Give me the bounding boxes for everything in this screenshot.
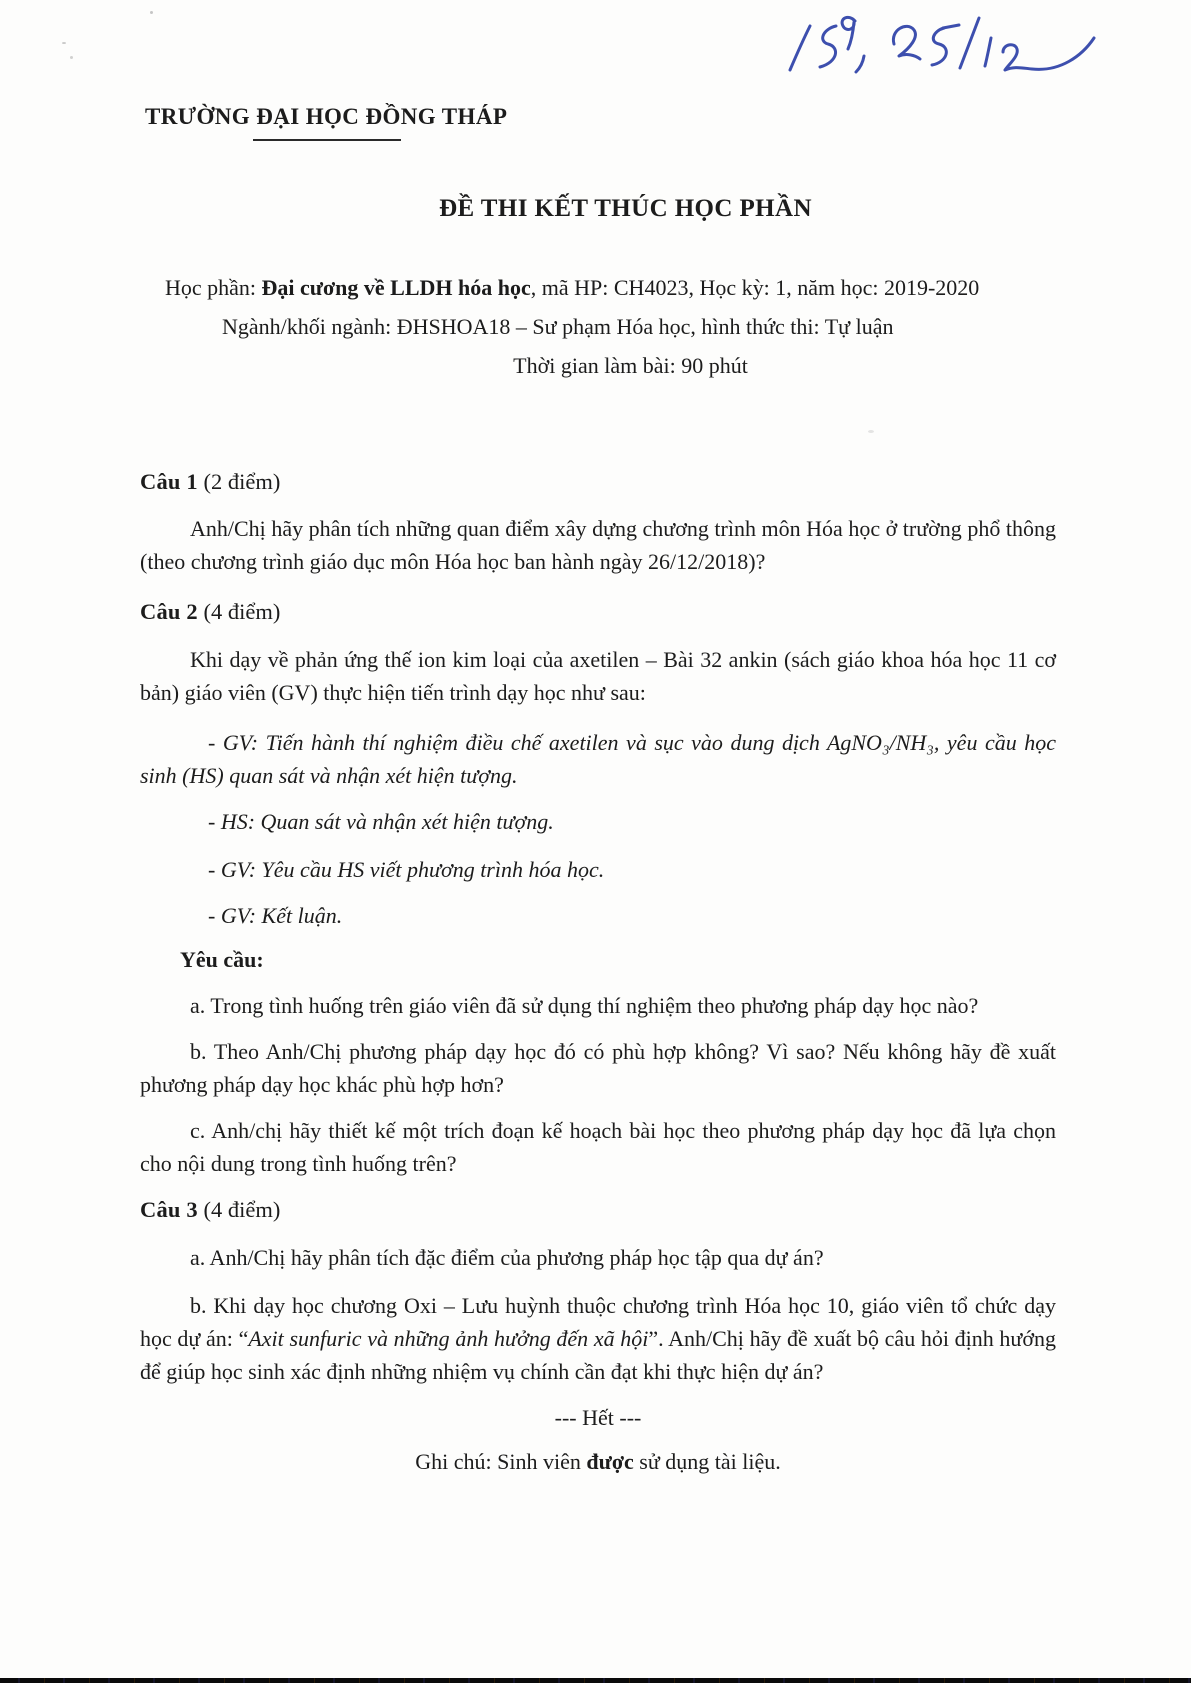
question-2-points: (4 điểm) — [197, 599, 281, 624]
note-bold: được — [586, 1449, 634, 1474]
question-1-points: (2 điểm) — [197, 469, 281, 494]
course-line — [165, 275, 1091, 301]
note-pre: Ghi chú: Sinh viên — [415, 1449, 587, 1474]
question-3b-post: ”. Anh/Chị hãy đề xuất bộ câu hỏi định hướng để giúp học sinh xác định những nhiệm vụ chính cần đạt khi thực hiện dự án? — [140, 1326, 1056, 1384]
note-post: sử dụng tài liệu. — [633, 1449, 781, 1474]
question-1-number: Câu 1 — [140, 469, 198, 494]
handwritten-ink-note — [760, 6, 1100, 98]
dialog-line-hs: - HS: Quan sát và nhận xét hiện tượng. — [208, 809, 554, 834]
question-3-heading — [140, 1193, 1056, 1226]
question-1-heading — [140, 465, 1056, 498]
question-2b-text: b. Theo Anh/Chị phương pháp dạy học đó có phù hợp không? Vì sao? Nếu không hãy đề xuất phương pháp dạy học khác phù hợp hơn? — [140, 1039, 1056, 1097]
end-mark: --- Hết --- — [554, 1405, 642, 1430]
question-1-text: Anh/Chị hãy phân tích những quan điểm xây dựng chương trình môn Hóa học ở trường phổ thông (theo chương trình giáo dục môn Hóa học ban hành ngày 26/12/2018)? — [140, 516, 1056, 574]
dialog-line-gv-2: - GV: Yêu cầu HS viết phương trình hóa học. — [208, 857, 605, 882]
exam-title: ĐỀ THI KẾT THÚC HỌC PHẦN — [439, 195, 812, 222]
requirement-label: Yêu cầu: — [180, 947, 264, 972]
question-3-points: (4 điểm) — [197, 1197, 281, 1222]
exam-body — [140, 465, 1056, 1478]
dialog-line-gv-3: - GV: Kết luận. — [208, 903, 343, 928]
note-line — [140, 1445, 1056, 1478]
duration-line: Thời gian làm bài: 90 phút — [513, 353, 748, 378]
scan-speck — [868, 430, 874, 433]
course-name: Đại cương về LLDH hóa học — [261, 275, 531, 300]
school-name-underline — [253, 139, 401, 141]
school-name: TRƯỜNG ĐẠI HỌC ĐỒNG THÁP — [145, 104, 508, 129]
question-3b-text — [140, 1289, 1056, 1388]
scan-speck — [62, 42, 66, 44]
question-2-heading — [140, 595, 1056, 628]
question-2c-text: c. Anh/chị hãy thiết kế một trích đoạn kế hoạch bài học theo phương pháp dạy học đã lựa chọn cho nội dung trong tình huống trên? — [140, 1118, 1056, 1176]
question-2-number: Câu 2 — [140, 599, 198, 624]
scan-edge-artifact — [0, 1678, 1191, 1683]
question-3b-pre: b. Khi dạy học chương Oxi – Lưu huỳnh thuộc chương trình Hóa học 10, giáo viên tổ chức dạy học dự án: “ — [140, 1293, 1056, 1351]
major-line: Ngành/khối ngành: ĐHSHOA18 – Sư phạm Hóa học, hình thức thi: Tự luận — [222, 314, 894, 339]
question-3-number: Câu 3 — [140, 1197, 198, 1222]
question-2-intro: Khi dạy về phản ứng thế ion kim loại của axetilen – Bài 32 ankin (sách giáo khoa hóa học 11 cơ bản) giáo viên (GV) thực hiện tiến trình dạy học như sau: — [140, 647, 1056, 705]
dialog-line-gv-1: - GV: Tiến hành thí nghiệm điều chế axetilen và sục vào dung dịch AgNO₃/NH₃, yêu cầu học sinh (HS) quan sát và nhận xét hiện tượng. — [140, 730, 1056, 788]
course-details: , mã HP: CH4023, Học kỳ: 1, năm học: 2019-2020 — [530, 275, 980, 300]
question-2a-text: a. Trong tình huống trên giáo viên đã sử dụng thí nghiệm theo phương pháp dạy học nào? — [190, 993, 979, 1018]
course-label: Học phần: — [165, 275, 262, 300]
scan-speck — [150, 11, 153, 14]
project-title: Axit sunfuric và những ảnh hưởng đến xã hội — [248, 1326, 649, 1351]
scan-speck — [70, 56, 73, 59]
question-3a-text: a. Anh/Chị hãy phân tích đặc điểm của phương pháp học tập qua dự án? — [190, 1245, 824, 1270]
